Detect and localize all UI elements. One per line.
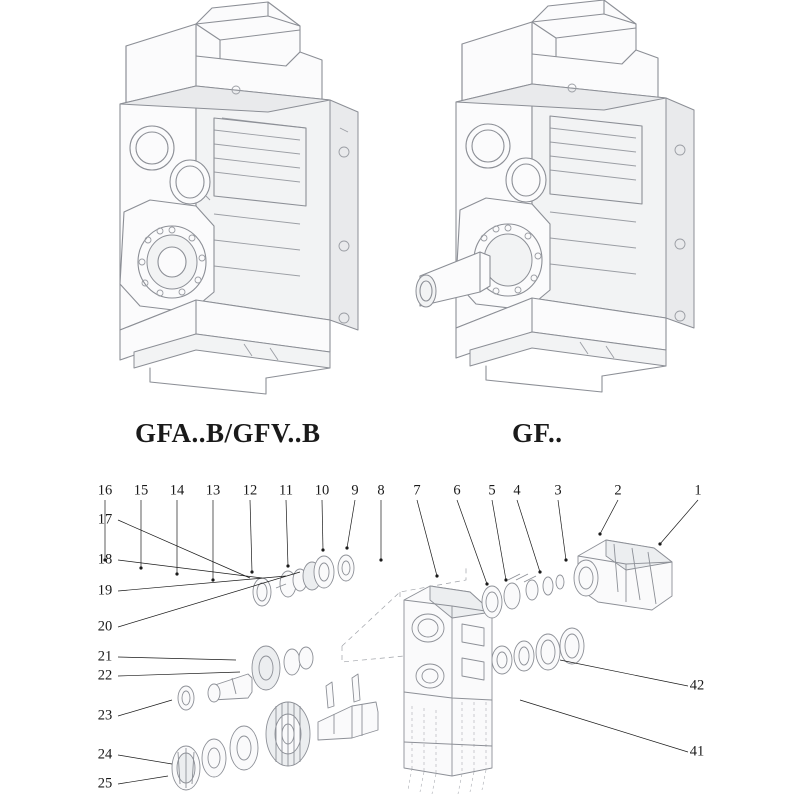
callout-number-42: 42: [689, 677, 705, 694]
callout-number-11: 11: [279, 482, 293, 499]
callout-number-4: 4: [513, 482, 521, 499]
callout-number-22: 22: [97, 667, 113, 684]
callout-number-18: 18: [97, 551, 113, 568]
callout-number-1: 1: [694, 482, 702, 499]
gearbox-view-right: [416, 0, 694, 392]
exploded-parts-diagram: [103, 500, 698, 794]
callout-number-3: 3: [554, 482, 562, 499]
callout-number-16: 16: [97, 482, 113, 499]
callout-number-25: 25: [97, 775, 113, 792]
callout-leaders-right: [520, 660, 688, 752]
callout-number-13: 13: [205, 482, 221, 499]
caption-left-model: GFA..B/GFV..B: [135, 418, 321, 448]
intermediate-shaft-assembly: [178, 646, 313, 710]
callout-number-14: 14: [169, 482, 185, 499]
input-shaft-components: [253, 555, 354, 606]
callout-number-19: 19: [97, 582, 113, 599]
callout-number-7: 7: [413, 482, 421, 499]
callout-number-23: 23: [97, 707, 113, 724]
bearing-ring-stack: [482, 574, 584, 674]
callout-number-6: 6: [453, 482, 461, 499]
gearbox-view-left: [120, 2, 358, 394]
callout-number-17: 17: [97, 511, 113, 528]
callout-number-41: 41: [689, 743, 705, 760]
caption-right-model: GF..: [512, 418, 563, 448]
callout-number-5: 5: [488, 482, 496, 499]
callout-number-15: 15: [133, 482, 149, 499]
housing-body: [404, 586, 492, 776]
callout-number-9: 9: [351, 482, 359, 499]
callout-number-20: 20: [97, 618, 113, 635]
motor-flange-assembly: [574, 540, 672, 610]
callout-number-10: 10: [314, 482, 330, 499]
callout-number-24: 24: [97, 746, 113, 763]
output-gear-assembly: [172, 674, 378, 790]
callout-number-21: 21: [97, 648, 113, 665]
callout-number-12: 12: [242, 482, 258, 499]
callout-number-8: 8: [377, 482, 385, 499]
callout-number-2: 2: [614, 482, 622, 499]
